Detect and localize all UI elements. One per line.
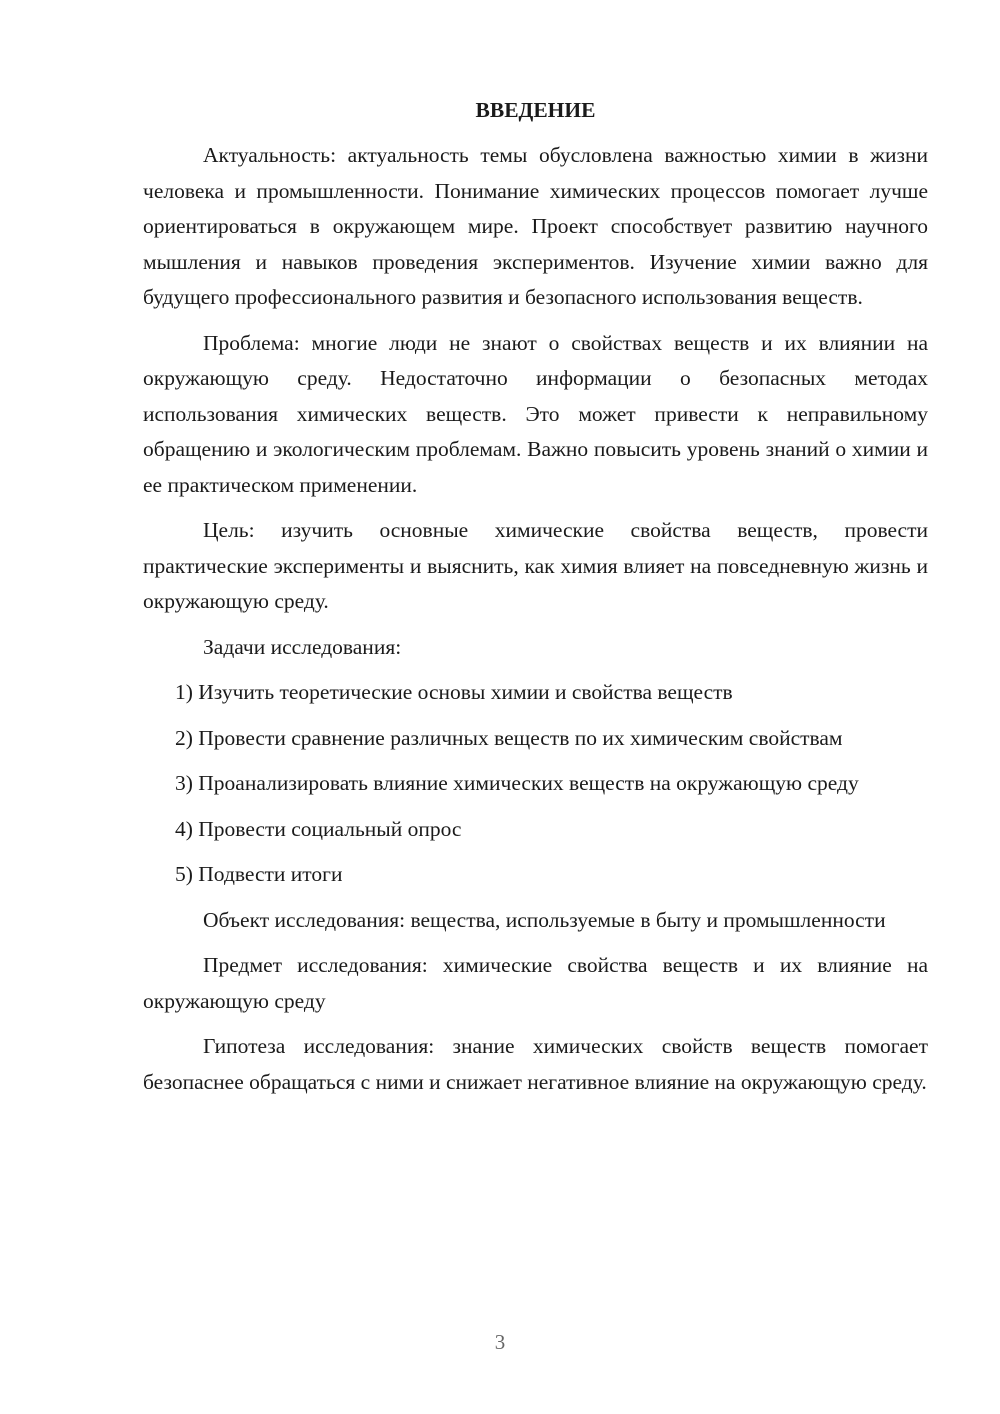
object-paragraph: Объект исследования: вещества, используемые в быту и промышленности — [203, 907, 886, 932]
task-item: 5) Подвести итоги — [175, 862, 343, 886]
task-item: 3) Проанализировать влияние химических веществ на окружающую среду — [175, 771, 859, 795]
goal-paragraph: Цель: изучить основные химические свойства веществ, провести практические эксперименты и выяснить, как химия влияет на повседневную жизнь и окружающую среду. — [143, 518, 928, 613]
page-title: ВВЕДЕНИЕ — [475, 98, 596, 122]
task-item: 1) Изучить теоретические основы химии и свойства веществ — [175, 680, 733, 704]
subject-paragraph: Предмет исследования: химические свойства веществ и их влияние на окружающую среду — [143, 953, 928, 1013]
relevance-paragraph: Актуальность: актуальность темы обусловлена важностью химии в жизни человека и промышленности. Понимание химических процессов помогает лучше ориентироваться в окружающем мире. Проект способствует развитию научного мышления и навыков проведения экспериментов. Изучение химии важно для будущего профессионального развития и безопасного использования веществ. — [143, 143, 928, 309]
page-number: 3 — [494, 1330, 506, 1354]
page-content — [143, 93, 928, 1110]
hypothesis-paragraph: Гипотеза исследования: знание химических свойств веществ помогает безопаснее обращаться с ними и снижает негативное влияние на окружающую среду. — [143, 1034, 928, 1094]
problem-paragraph: Проблема: многие люди не знают о свойствах веществ и их влиянии на окружающую среду. Недостаточно информации о безопасных методах использования химических веществ. Это может привести к неправильному обращению и экологическим проблемам. Важно повысить уровень знаний о химии и ее практическом применении. — [143, 330, 928, 497]
task-item: 4) Провести социальный опрос — [175, 816, 462, 841]
task-item: 2) Провести сравнение различных веществ по их химическим свойствам — [175, 725, 843, 750]
tasks-title: Задачи исследования: — [203, 634, 402, 659]
